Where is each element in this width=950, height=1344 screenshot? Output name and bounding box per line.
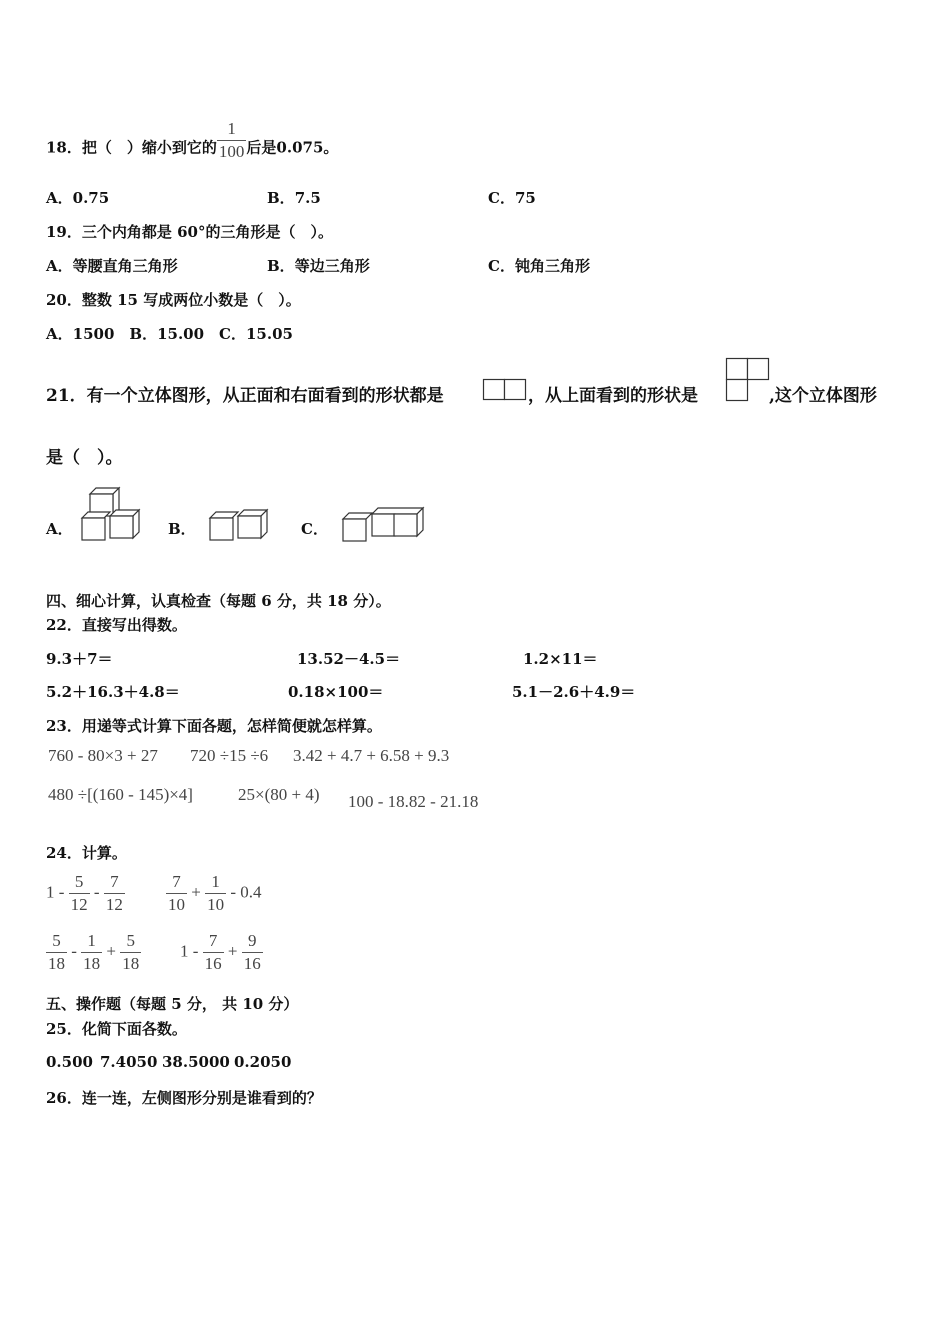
numerator: 7 (172, 872, 181, 891)
q21-option-c-cubes[interactable] (341, 504, 425, 544)
q21-stem-part1: 21．有一个立体图形，从正面和右面看到的形状都是 (46, 386, 444, 406)
fraction (166, 873, 187, 914)
denominator: 12 (70, 894, 88, 914)
q18-number: 18． (46, 138, 82, 157)
numerator: 7 (208, 931, 218, 950)
denominator: 10 (168, 894, 185, 914)
q25-value: 38.5000 (162, 1053, 230, 1071)
operator: + (227, 941, 238, 961)
q21-stem-part3: ,这个立体图形 (769, 386, 877, 406)
operator: - (71, 941, 77, 961)
numerator: 7 (110, 872, 119, 891)
q20-stem: 20．整数 15 写成两位小数是（ ）。 (46, 291, 301, 309)
top-view-square-top-left (727, 359, 748, 380)
denominator: 16 (204, 953, 222, 973)
q25-value: 7.4050 (100, 1053, 158, 1071)
option-label: C． (488, 257, 515, 275)
option-text: 7.5 (294, 189, 321, 207)
numerator: 1 (87, 931, 96, 950)
option-text: 钝角三角形 (514, 257, 590, 275)
operator: + (191, 882, 201, 902)
section4-title: 四、细心计算，认真检查（每题 6 分，共 18 分）。 (46, 592, 391, 610)
front-view-square-right (505, 380, 526, 400)
option-label: B． (267, 189, 295, 207)
q18-option-a[interactable] (46, 187, 109, 208)
front-view-figure (483, 379, 527, 401)
q18-fraction (217, 120, 247, 161)
q21-option-a-cubes[interactable] (80, 486, 142, 542)
denominator: 12 (105, 894, 123, 914)
top-view-figure (726, 358, 770, 402)
q22-item: 9.3＋7＝ (46, 650, 113, 668)
q24-expression-1 (46, 873, 125, 914)
q22-item: 5.2＋16.3＋4.8＝ (46, 683, 180, 701)
fraction (104, 873, 125, 914)
fraction (69, 873, 90, 914)
option-text: 75 (514, 189, 536, 207)
fraction (81, 932, 102, 973)
fraction (46, 932, 67, 973)
q24-expression-2 (166, 873, 262, 914)
q18-text-before: 把（ ）缩小到它的 (81, 138, 217, 157)
fraction (242, 932, 263, 973)
q22-item: 13.52－4.5＝ (297, 650, 401, 668)
q21-stem-part2: ，从上面看到的形状是 (528, 386, 698, 406)
front-view-square-left (484, 380, 505, 400)
q24-title: 24．计算。 (46, 844, 127, 862)
denominator: 10 (207, 894, 225, 914)
numerator: 5 (52, 931, 61, 950)
lead-term: 1 - (180, 941, 199, 961)
q23-expression: 100 - 18.82 - 21.18 (348, 792, 479, 811)
option-label: C． (488, 189, 515, 207)
q18-fraction-numerator: 1 (227, 119, 236, 138)
numerator: 1 (211, 872, 220, 891)
q22-item: 1.2×11＝ (523, 650, 598, 668)
denominator: 18 (122, 953, 140, 973)
fraction (205, 873, 226, 914)
q19-stem: 19．三个内角都是 60°的三角形是（ ）。 (46, 223, 333, 241)
operator: - (93, 882, 100, 902)
denominator: 18 (48, 953, 65, 973)
option-label: B． (267, 257, 295, 275)
q22-item: 5.1－2.6＋4.9＝ (512, 683, 636, 701)
q21-option-b-cubes[interactable] (208, 504, 270, 542)
q26-title: 26．连一连，左侧图形分别是谁看到的？ (46, 1089, 322, 1107)
q23-expression: 480 ÷[(160 - 145)×4] (48, 785, 193, 804)
q25-title: 25．化简下面各数。 (46, 1020, 187, 1038)
top-view-square-top-right (748, 359, 769, 380)
q23-expression: 760 - 80×3 + 27 (48, 746, 158, 765)
q18-text-after: 后是 (246, 138, 277, 157)
section5-title: 五、操作题（每题 5 分， 共 10 分） (46, 995, 299, 1013)
q19-option-c[interactable] (488, 255, 590, 276)
q22-title: 22．直接写出得数。 (46, 616, 187, 634)
option-text: 等腰直角三角形 (72, 257, 178, 275)
tail-term: - 0.4 (230, 882, 262, 902)
q21-option-a-label[interactable]: A． (46, 520, 73, 538)
q22-item: 0.18×100＝ (288, 683, 384, 701)
numerator: 5 (126, 931, 136, 950)
q18-end: 。 (323, 138, 339, 157)
denominator: 18 (83, 953, 101, 973)
fraction (203, 932, 224, 973)
q18-option-c[interactable] (488, 187, 536, 208)
lead-term: 1 - (46, 882, 65, 902)
q18-value: 0.075 (276, 138, 324, 157)
operator: + (106, 941, 117, 961)
q18-stem (46, 119, 339, 169)
numerator: 5 (74, 872, 84, 891)
q23-expression: 25×(80 + 4) (238, 785, 320, 804)
q25-value: 0.2050 (234, 1053, 292, 1071)
q18-option-b[interactable] (267, 187, 321, 208)
q21-option-b-label[interactable]: B． (168, 520, 196, 538)
option-text: 等边三角形 (294, 257, 370, 275)
q20-options: A．1500 B．15.00 C．15.05 (46, 325, 293, 343)
q24-expression-4 (180, 932, 263, 973)
denominator: 16 (243, 953, 261, 973)
q19-option-a[interactable] (46, 255, 178, 276)
top-view-square-bottom-left (727, 380, 748, 401)
fraction (120, 932, 141, 973)
numerator: 9 (248, 931, 257, 950)
q18-fraction-denominator: 100 (218, 141, 245, 161)
option-text: 0.75 (72, 189, 110, 207)
q24-expression-3 (46, 932, 141, 973)
q21-stem-line2: 是（ ）。 (46, 448, 123, 468)
q19-option-b[interactable] (267, 255, 370, 276)
option-label: A． (46, 189, 73, 207)
q21-option-c-label[interactable]: C． (301, 520, 328, 538)
q23-title: 23．用递等式计算下面各题，怎样简便就怎样算。 (46, 717, 382, 735)
q25-value: 0.500 (46, 1053, 93, 1071)
q23-expression: 720 ÷15 ÷6 (190, 746, 269, 765)
option-label: A． (46, 257, 73, 275)
q23-expression: 3.42 + 4.7 + 6.58 + 9.3 (293, 746, 450, 765)
